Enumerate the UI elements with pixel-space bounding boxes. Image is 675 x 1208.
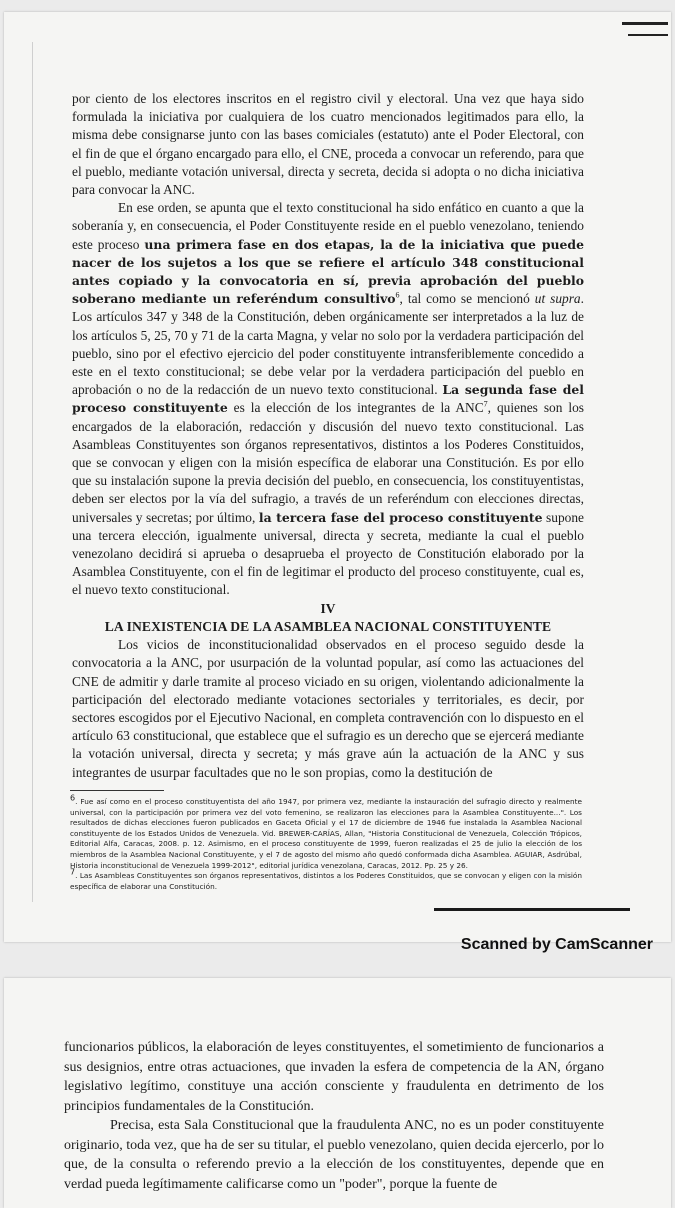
page-footer-bar: [434, 908, 630, 911]
para2-text-a: En ese orden, se apunta que el texto constitucional ha sido enfático en cuanto a que la soberanía y, en consecuencia, el Poder Constituyente reside en el pueblo venezolano, teniendo este proceso: [72, 200, 584, 252]
page1-body: [72, 90, 584, 782]
paragraph-1: por ciento de los electores inscritos en el registro civil y electoral. Una vez que haya sido formulada la iniciativa por cualquiera de los cuatro mencionados legitimados para ello, la misma debe consignarse junto con las bases comiciales (estatuto) ante el Poder Electoral, con el fin de que el órgano encargado para ello, el CNE, proceda a convocar un referendo, para que el pueblo, mediante votación universal, directa y secreta, decida si adopta o no dicha iniciativa para convocar la ANC.: [72, 91, 584, 198]
para2-text-d: es la elección de los integrantes de la ANC: [227, 400, 484, 416]
camscanner-watermark: Scanned by CamScanner: [460, 936, 653, 953]
para2-italic: ut supra: [534, 291, 581, 307]
section-number: IV: [320, 600, 336, 616]
paragraph-3: Los vicios de inconstitucionalidad observados en el proceso seguido desde la convocatoria a la ANC, por usurpación de la voluntad popular, así como las actuaciones del CNE de admitir y darle tramite al proceso viciado en su origen, violentando adicionalmente la participación del electorado mediante votaciones sectoriales y territoriales, es decir, por sectores escogidos por el Ejecutivo Nacional, en completa contravención con lo dispuesto en el artículo 63 constitucional, que establece que el sufragio es un derecho que se ejercerá mediante la votación universal, directa y secreta; y más grave aún la actuación de la ANC y sus integrantes de usurpar facultades que no le son propias, como la destitución de: [72, 637, 584, 780]
footnote-divider: [70, 790, 164, 791]
para2-bold-third-phase: la tercera fase del proceso constituyente: [258, 509, 543, 525]
para2-text-e: , quienes son los encargados de la elaboración, redacción y discusión del nuevo texto constitucional. Las Asambleas Constituyentes son órganos representativos, distintos a los Poderes Constituidos, que se convocan y eligen con la misión específica de elaborar una Constitución. Es por ello que su instalación supone la previa decisión del pueblo, en consecuencia, los constituyentistas, deben ser electos por la vía del sufragio, a través de un referéndum con elecciones directas, universales y secretas; por último,: [72, 400, 585, 525]
page2-paragraph-1: funcionarios públicos, la elaboración de leyes constituyentes, el sometimiento de funcionarios a sus designios, entre otras actuaciones, que invaden la esfera de competencia de la AN, órgano legislativo legítimo, constituye una acción consciente y fraudulenta en detrimento de los principios fundamentales de la Constitución.: [64, 1040, 604, 1114]
footnote-7-text: . Las Asambleas Constituyentes son órganos representativos, distintos a los Poderes Constituidos, que se convocan y eligen con la misión específica de elaborar una Constitución.: [70, 871, 582, 891]
scan-edge-mark: [622, 22, 668, 25]
para2-text-f: supone una tercera elección, igualmente universal, directa y secreta, mediante la cual el pueblo venezolano decidirá si aprueba o desaprueba el proyecto de Constitución elaborado por la Asamblea Constituyente, con el fin de legitimar el producto del proceso constituyente, cual es, el nuevo texto constitucional.: [72, 509, 584, 598]
scanned-page-2: [4, 978, 671, 1208]
para2-bold-second-phase: La segunda fase del proceso constituyente: [72, 382, 585, 416]
page2-paragraph-2: Precisa, esta Sala Constitucional que la fraudulenta ANC, no es un poder constituyente originario, toda vez, que ha de ser su titular, el pueblo venezolano, quien decida ejercerlo, por lo que, de la consulta o referendo previo a la elección de los constituyentes, depende que en verdad pueda legítimamente calificarse como un "poder", porque la fuente de: [64, 1118, 604, 1192]
paragraph-2: [72, 199, 584, 599]
para2-text-c: . Los artículos 347 y 348 de la Constitución, deben orgánicamente ser interpretados a la luz de los artículos 5, 25, 70 y 71 de la carta Magna, y velar no solo por la verdadera participación del pueblo, sino por el efectivo ejercicio del poder constituyente intransferiblemente concedido a este en el texto constitucional; se debe velar por la verdadera participación del pueblo en aprobación o no de la redacción de un nuevo texto constitucional.: [72, 291, 584, 398]
footnote-ref-6: 6: [395, 290, 400, 300]
section-title: LA INEXISTENCIA DE LA ASAMBLEA NACIONAL CONSTITUYENTE: [104, 618, 552, 634]
footnote-6-number: 6: [70, 793, 76, 803]
footnote-7: [70, 867, 582, 892]
footnote-7-number: 7: [70, 867, 76, 877]
footnote-6-text: . Fue así como en el proceso constituyentista del año 1947, por primera vez, mediante la instauración del sufragio directo y realmente universal, con la participación por primera vez del voto femenino, se realizaron las elecciones para la Asamblea Constituyente...". Los resultados de dichas elecciones fueron publicados en Gaceta Oficial y el 17 de diciembre de 1946 fue instalada la Asamblea Nacional constituyente de los Estados Unidos de Venezuela. Vid. BREWER-CARÍAS, Allan, "Historia Constitucional de Venezuela, Colección Trópicos, Editorial Alfa, Caracas, 2008. p. 12. Asimismo, en el proceso constituyente de 1999, fueron realizadas el 25 de julio la elección de los miembros de la Asamblea Nacional Constituyente, y el 7 de agosto del mismo año quedó conformada dicha Asamblea. AGUIAR, Asdrúbal, Historia inconstitucional de Venezuela 1999-2012", editorial jurídica venezolana, Caracas, 2012. Pp. 25 y 26.: [70, 797, 582, 870]
scan-left-edge: [32, 42, 33, 902]
scan-edge-mark: [628, 34, 668, 36]
para2-bold-first-phase: una primera fase en dos etapas, la de la iniciativa que puede nacer de los sujetos a los que se refiere el artículo 348 constitucional antes copiado y la convocatoria en sí, previa aprobación del pueblo soberano mediante un referéndum consultivo: [72, 236, 584, 307]
para2-text-b: , tal como se mencionó: [399, 291, 535, 307]
scanned-page-1: [4, 12, 671, 942]
footnotes: [70, 793, 582, 892]
footnote-ref-7: 7: [483, 399, 488, 409]
page2-body: [64, 1038, 604, 1194]
footnote-6: [70, 793, 582, 871]
